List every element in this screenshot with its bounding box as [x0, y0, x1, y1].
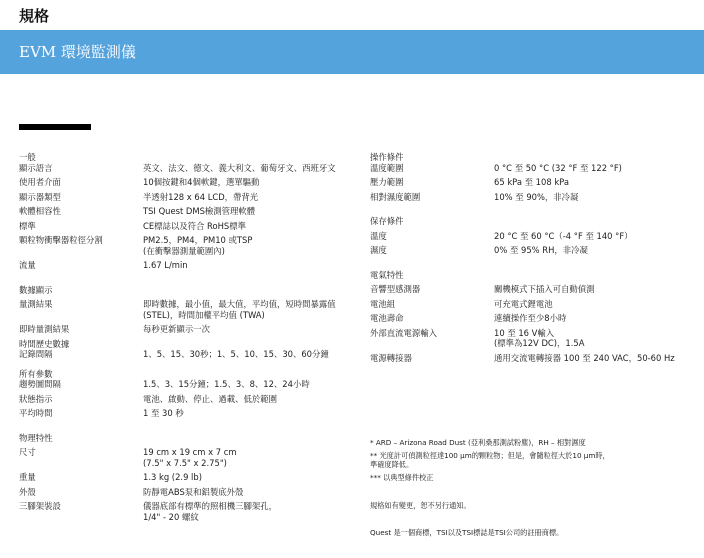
section-heading-params: 所有參數 [19, 368, 53, 379]
spec-row [19, 206, 349, 217]
spec-label: 顯示語言 [19, 162, 53, 173]
spec-value: 1.3 kg (2.9 lb) [143, 472, 202, 482]
left-column [19, 152, 349, 522]
section-heading-general: 一般 [19, 152, 36, 162]
spec-label: 顆粒物衝擊器粒徑分割 [19, 235, 103, 245]
spec-label: 尺寸 [19, 447, 36, 457]
spec-value: 英文、法文、德文、義大利文、葡萄牙文、西班牙文 [143, 162, 336, 173]
spec-row [19, 379, 349, 390]
spec-value-line: 儀器底部有標準的照相機三腳架孔， [143, 501, 277, 511]
footnote: * ARD – Arizona Road Dust (亞利桑那測試粉塵)，RH – 相對濕度 [370, 438, 586, 447]
spec-row [370, 245, 700, 256]
spec-label: 溫度 [370, 230, 387, 241]
section-heading-electrical: 電氣特性 [370, 269, 404, 280]
disclaimer: 規格如有變更，恕不另行通知。 [370, 501, 471, 510]
spec-label: 三腳架裝設 [19, 501, 61, 511]
spec-value-line: 1/4" - 20 螺紋 [143, 511, 199, 522]
spec-value: 可充電式鋰電池 [494, 298, 553, 309]
spec-value-line: PM2.5，PM4，PM10 或TSP [143, 235, 253, 245]
footnote: *** 以典型條件校正 [370, 472, 434, 482]
spec-label: 電池組 [370, 298, 396, 309]
spec-value: 0 °C 至 50 °C (32 °F 至 122 °F) [494, 162, 622, 173]
spec-label: 流量 [19, 260, 36, 270]
spec-value: 1 至 30 秒 [143, 408, 184, 418]
spec-label: 量測結果 [19, 299, 53, 309]
footnote: ** 光度計可偵測粒徑達100 µm的顆粒物；但是，會隨粒徑大於10 µm時，準確度降低。 [370, 450, 610, 469]
spec-row [19, 221, 349, 232]
spec-label: 音響型感測器 [370, 284, 421, 294]
spec-row [19, 472, 349, 483]
spec-label: 重量 [19, 472, 36, 482]
spec-label: 平均時間 [19, 408, 53, 418]
spec-value-line: (在衝擊器測量範圍內) [143, 245, 225, 256]
spec-label: 外殼 [19, 486, 36, 497]
section-heading-storage: 保存條件 [370, 216, 404, 226]
spec-label: 軟體相容性 [19, 206, 61, 216]
spec-value-line: (7.5" x 7.5" x 2.75") [143, 457, 227, 468]
spec-value-line: (標準為12V DC)，1.5A [494, 338, 585, 348]
spec-row [370, 313, 700, 324]
spec-value-line: 19 cm x 19 cm x 7 cm [143, 447, 237, 457]
spec-value: 關機模式下插入可自動偵測 [494, 284, 595, 294]
spec-row [370, 163, 700, 174]
spec-row [370, 192, 700, 203]
spec-label: 即時量測結果 [19, 324, 70, 334]
spec-label: 溫度範圍 [370, 162, 404, 173]
spec-label-line: 記錄間隔 [19, 349, 53, 359]
spec-label: 電池壽命 [370, 313, 404, 323]
spec-label: 狀態指示 [19, 393, 53, 404]
spec-label: 壓力範圍 [370, 177, 404, 187]
spec-row [19, 163, 349, 174]
spec-value [143, 235, 349, 256]
spec-label: 相對濕度範圍 [370, 191, 421, 202]
trademark-notice: Quest 是一個商標，TSI以及TSI標誌是TSI公司的註冊商標。 [370, 527, 564, 537]
page-title: 規格 [19, 7, 50, 25]
spec-value: 1.67 L/min [143, 260, 188, 270]
spec-value [494, 328, 700, 349]
spec-row [19, 394, 349, 405]
spec-label: 顯示器類型 [19, 191, 61, 202]
footnotes [370, 438, 700, 537]
spec-value: 通用交流電轉接器 100 至 240 VAC，50-60 Hz [494, 352, 675, 363]
spec-label: 濕度 [370, 245, 387, 255]
spec-value: TSI Quest DMS檢測管理軟體 [143, 206, 256, 216]
spec-row [19, 260, 349, 271]
spec-value: 10% 至 90%，非冷凝 [494, 191, 579, 202]
spec-row [370, 284, 700, 295]
section-heading-operating: 操作條件 [370, 152, 404, 162]
spec-value: 電池、啟動、停止、過載、低於範圍 [143, 393, 277, 404]
spec-row [370, 299, 700, 310]
spec-value: 20 °C 至 60 °C（-4 °F 至 140 °F） [494, 230, 633, 241]
spec-label: 標準 [19, 220, 36, 231]
spec-row [19, 235, 349, 256]
spec-row [19, 487, 349, 498]
spec-value [143, 501, 349, 522]
spec-label-line: 時間歷史數據 [19, 338, 70, 349]
spec-value: 10個按鍵和4個軟鍵，選單驅動 [143, 177, 260, 187]
banner-title: EVM 環境監測儀 [19, 43, 136, 61]
spec-value: 1.5、3、15分鐘；1.5、3、8、12、24小時 [143, 379, 310, 389]
spec-value: 每秒更新顯示一次 [143, 324, 210, 334]
spec-row [19, 299, 349, 320]
spec-row [370, 353, 700, 364]
section-banner [0, 30, 704, 74]
spec-row [19, 324, 349, 335]
decorative-rule [19, 124, 91, 130]
spec-row [19, 447, 349, 468]
spec-value [143, 447, 349, 468]
spec-row [370, 328, 700, 349]
spec-row [370, 177, 700, 188]
spec-label: 外部直流電源輸入 [370, 327, 437, 338]
spec-value: 1、5、15、30秒；1、5、10、15、30、60分鐘 [143, 348, 329, 359]
right-column [370, 152, 700, 363]
spec-row [19, 177, 349, 188]
spec-row [19, 192, 349, 203]
spec-value: 半透射128 x 64 LCD，帶背光 [143, 191, 259, 202]
spec-value: CE標誌以及符合 RoHS標準 [143, 220, 246, 231]
spec-row [370, 231, 700, 242]
spec-value: 65 kPa 至 108 kPa [494, 177, 569, 187]
spec-label: 使用者介面 [19, 177, 61, 187]
spec-label: 趨勢圖間隔 [19, 379, 61, 389]
spec-value: 防靜電ABS泵和鋁製底外殼 [143, 486, 244, 497]
spec-label: 電源轉接器 [370, 352, 412, 363]
spec-value-line: 10 至 16 V輸入 [494, 327, 555, 338]
spec-value: 連續操作至少8小時 [494, 313, 567, 323]
spec-value: 0% 至 95% RH，非冷凝 [494, 245, 588, 255]
spec-value: 即時數據，最小值，最大值，平均值，短時間暴露值 (STEL)，時間加權平均值 (TWA) [143, 299, 336, 320]
section-heading-physical: 物理特性 [19, 432, 53, 443]
section-heading-display: 數據顯示 [19, 284, 53, 295]
spec-row [19, 501, 349, 522]
spec-label [19, 339, 143, 360]
spec-row [19, 408, 349, 419]
spec-row [19, 339, 349, 360]
